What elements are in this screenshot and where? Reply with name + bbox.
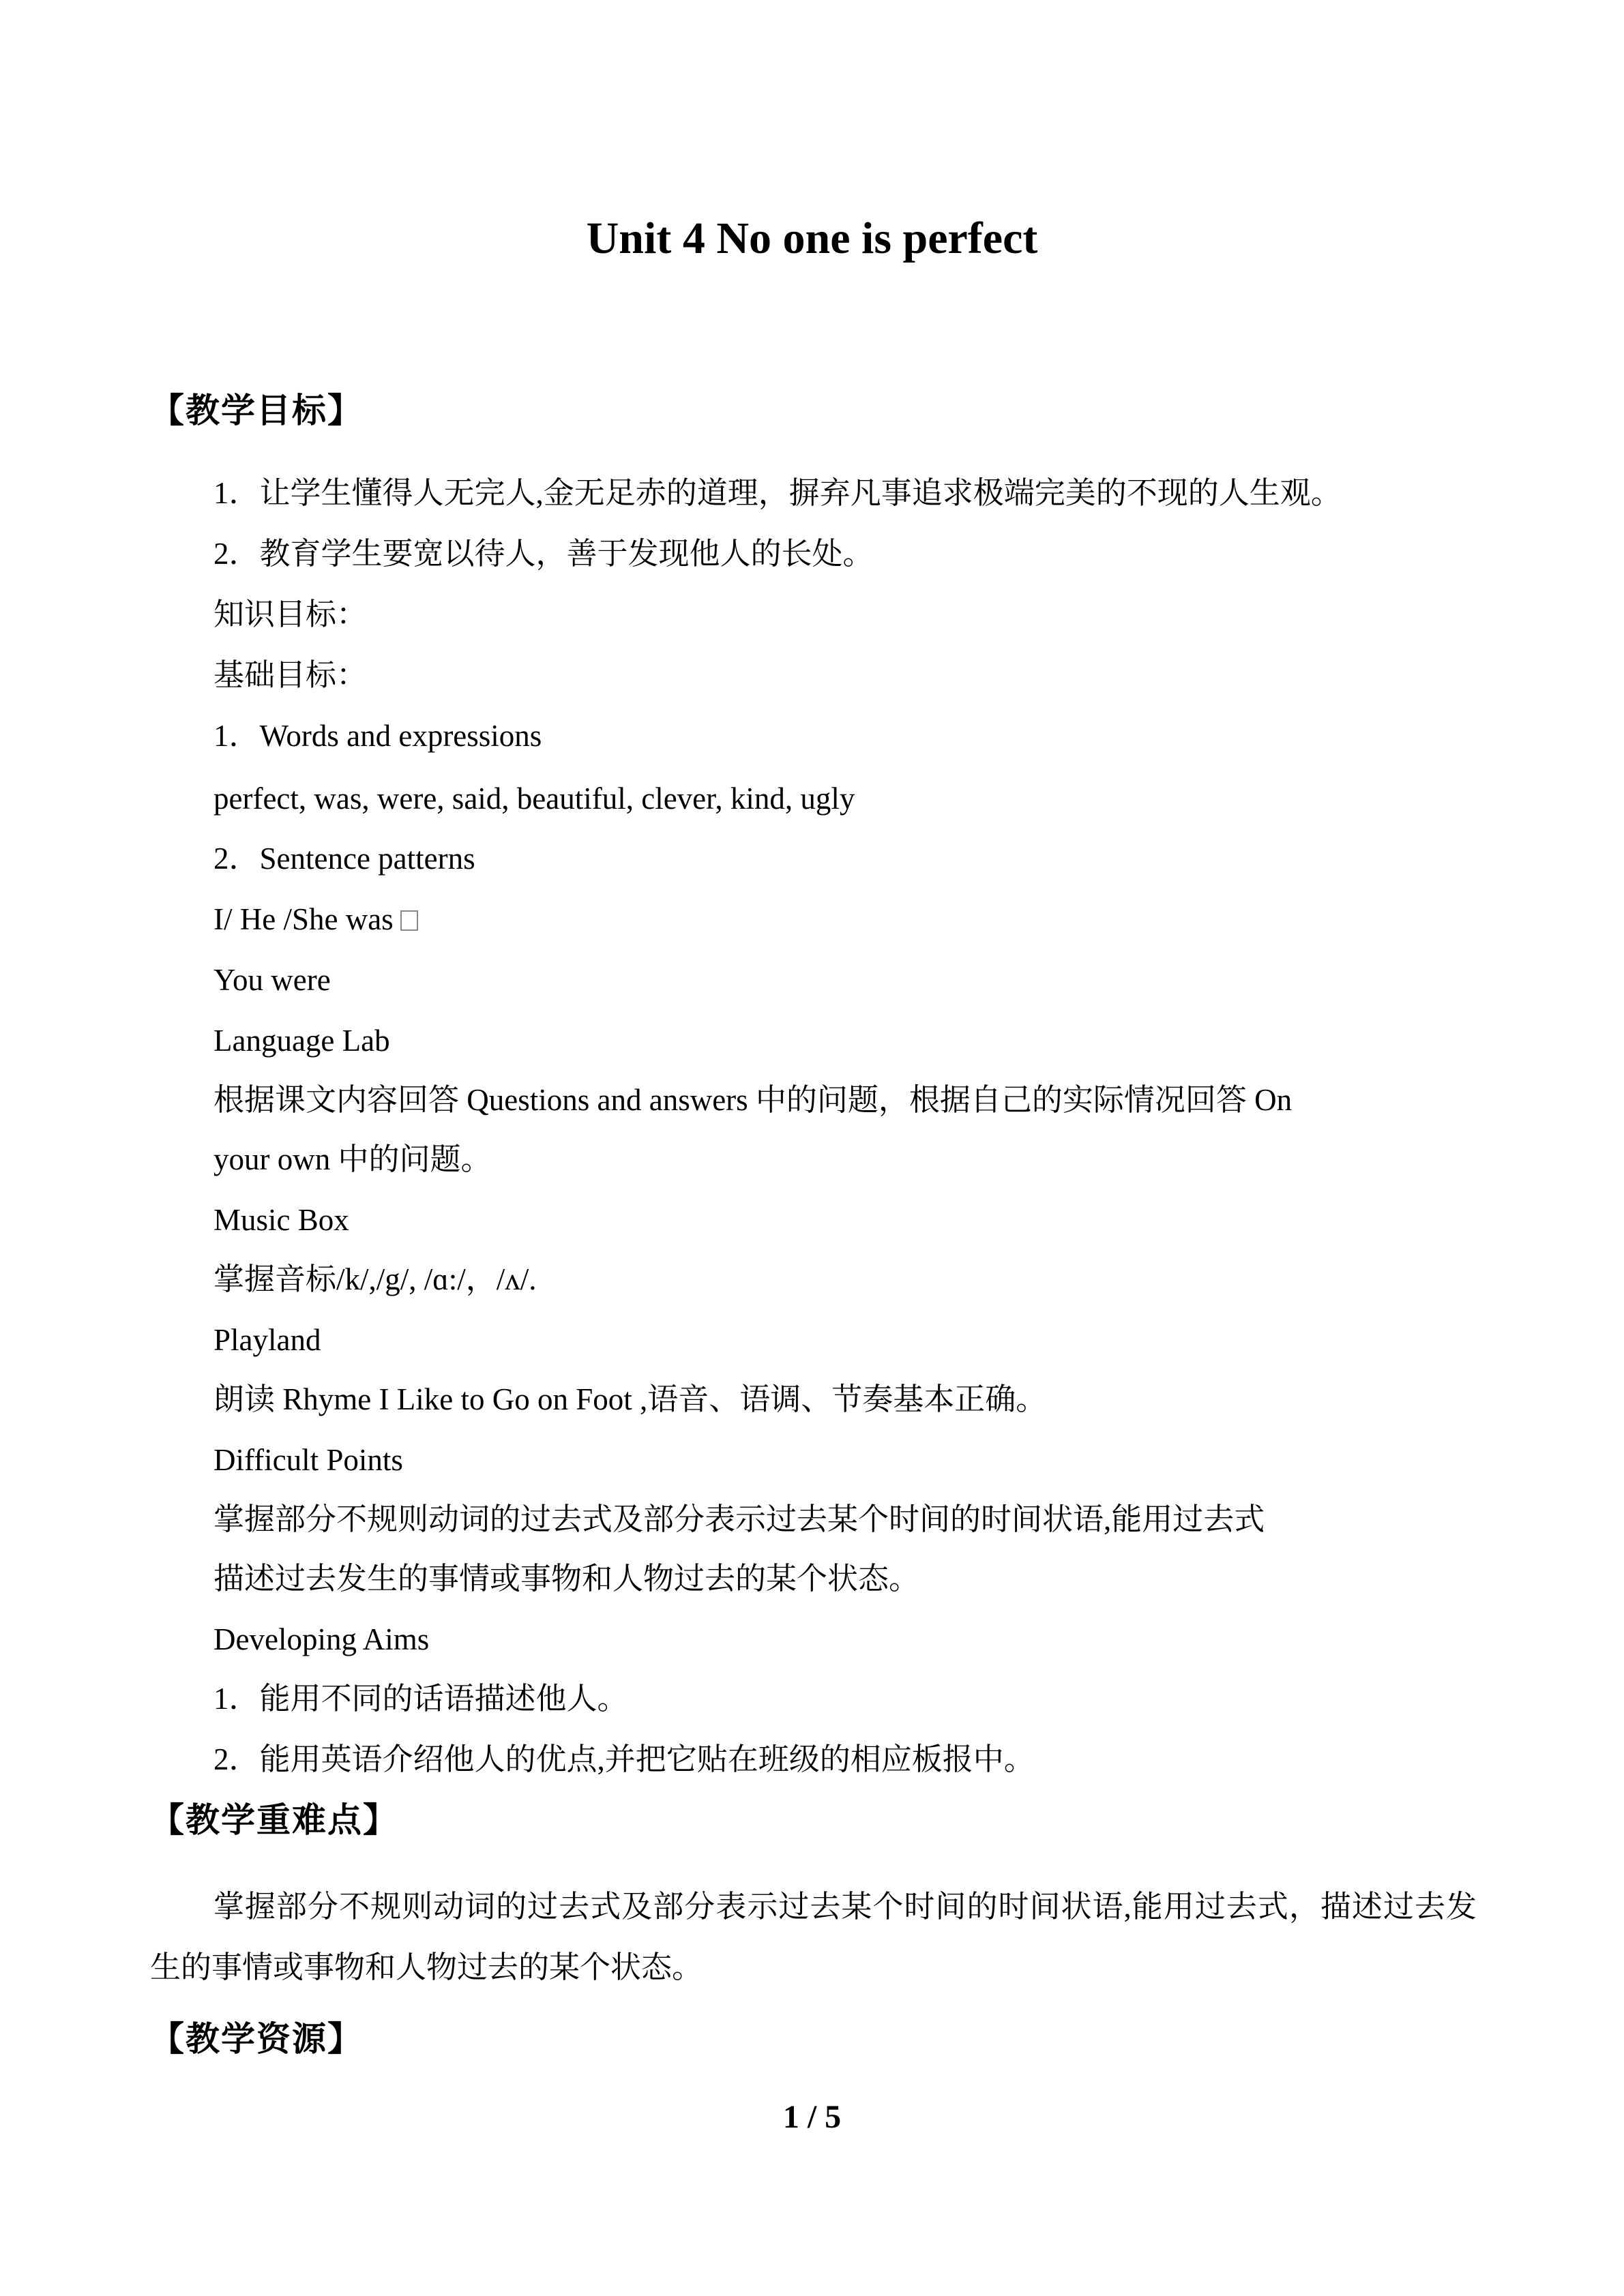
objective-line: 掌握音标/k/,/g/, /ɑ:/，/ʌ/. bbox=[213, 1262, 537, 1296]
objective-line: 朗读 Rhyme I Like to Go on Foot ,语音、语调、节奏基本正确。 bbox=[213, 1382, 1047, 1416]
objective-line: 掌握部分不规则动词的过去式及部分表示过去某个时间的时间状语,能用过去式 bbox=[213, 1502, 1265, 1536]
key-points-paragraph: 掌握部分不规则动词的过去式及部分表示过去某个时间的时间状语,能用过去式，描述过去发生的事情或事物和人物过去的某个状态。 bbox=[150, 1890, 1477, 1984]
objective-line: Playland bbox=[213, 1323, 321, 1357]
objective-line: 2．Sentence patterns bbox=[213, 841, 475, 876]
objective-line: 根据课文内容回答 Questions and answers 中的问题，根据自己的实际情况回答 On bbox=[213, 1083, 1293, 1117]
objective-line: perfect, was, were, said, beautiful, clever, kind, ugly bbox=[213, 781, 855, 816]
objective-line: 2．能用英语介绍他人的优点,并把它贴在班级的相应板报中。 bbox=[213, 1742, 1035, 1776]
objective-line: 基础目标： bbox=[213, 658, 368, 692]
objective-line: Music Box bbox=[213, 1203, 349, 1237]
objective-line: 描述过去发生的事情或事物和人物过去的某个状态。 bbox=[213, 1562, 920, 1596]
objective-line: You were bbox=[213, 963, 331, 997]
section-heading-objectives: 【教学目标】 bbox=[150, 391, 363, 430]
objective-line: Language Lab bbox=[213, 1024, 390, 1058]
blank-box-icon bbox=[400, 910, 418, 931]
page-number: 1 / 5 bbox=[782, 2099, 842, 2135]
document-title: Unit 4 No one is perfect bbox=[586, 213, 1038, 263]
section-heading-resources: 【教学资源】 bbox=[150, 2019, 363, 2059]
objective-line: 2．教育学生要宽以待人，善于发现他人的长处。 bbox=[213, 537, 874, 571]
objective-line: 1．让学生懂得人无完人,金无足赤的道理，摒弃凡事追求极端完美的不现的人生观。 bbox=[213, 476, 1342, 510]
objective-line: your own 中的问题。 bbox=[213, 1142, 492, 1176]
sentence-pattern-text: I/ He /She was bbox=[213, 902, 394, 936]
objective-line: 1．Words and expressions bbox=[213, 719, 542, 753]
objective-line: Developing Aims bbox=[213, 1622, 430, 1656]
sentence-pattern-line bbox=[213, 895, 418, 943]
objective-line: 1．能用不同的话语描述他人。 bbox=[213, 1682, 628, 1716]
objective-line: Difficult Points bbox=[213, 1443, 403, 1477]
section-heading-key-points: 【教学重难点】 bbox=[150, 1800, 398, 1840]
objective-line: 知识目标： bbox=[213, 597, 368, 631]
